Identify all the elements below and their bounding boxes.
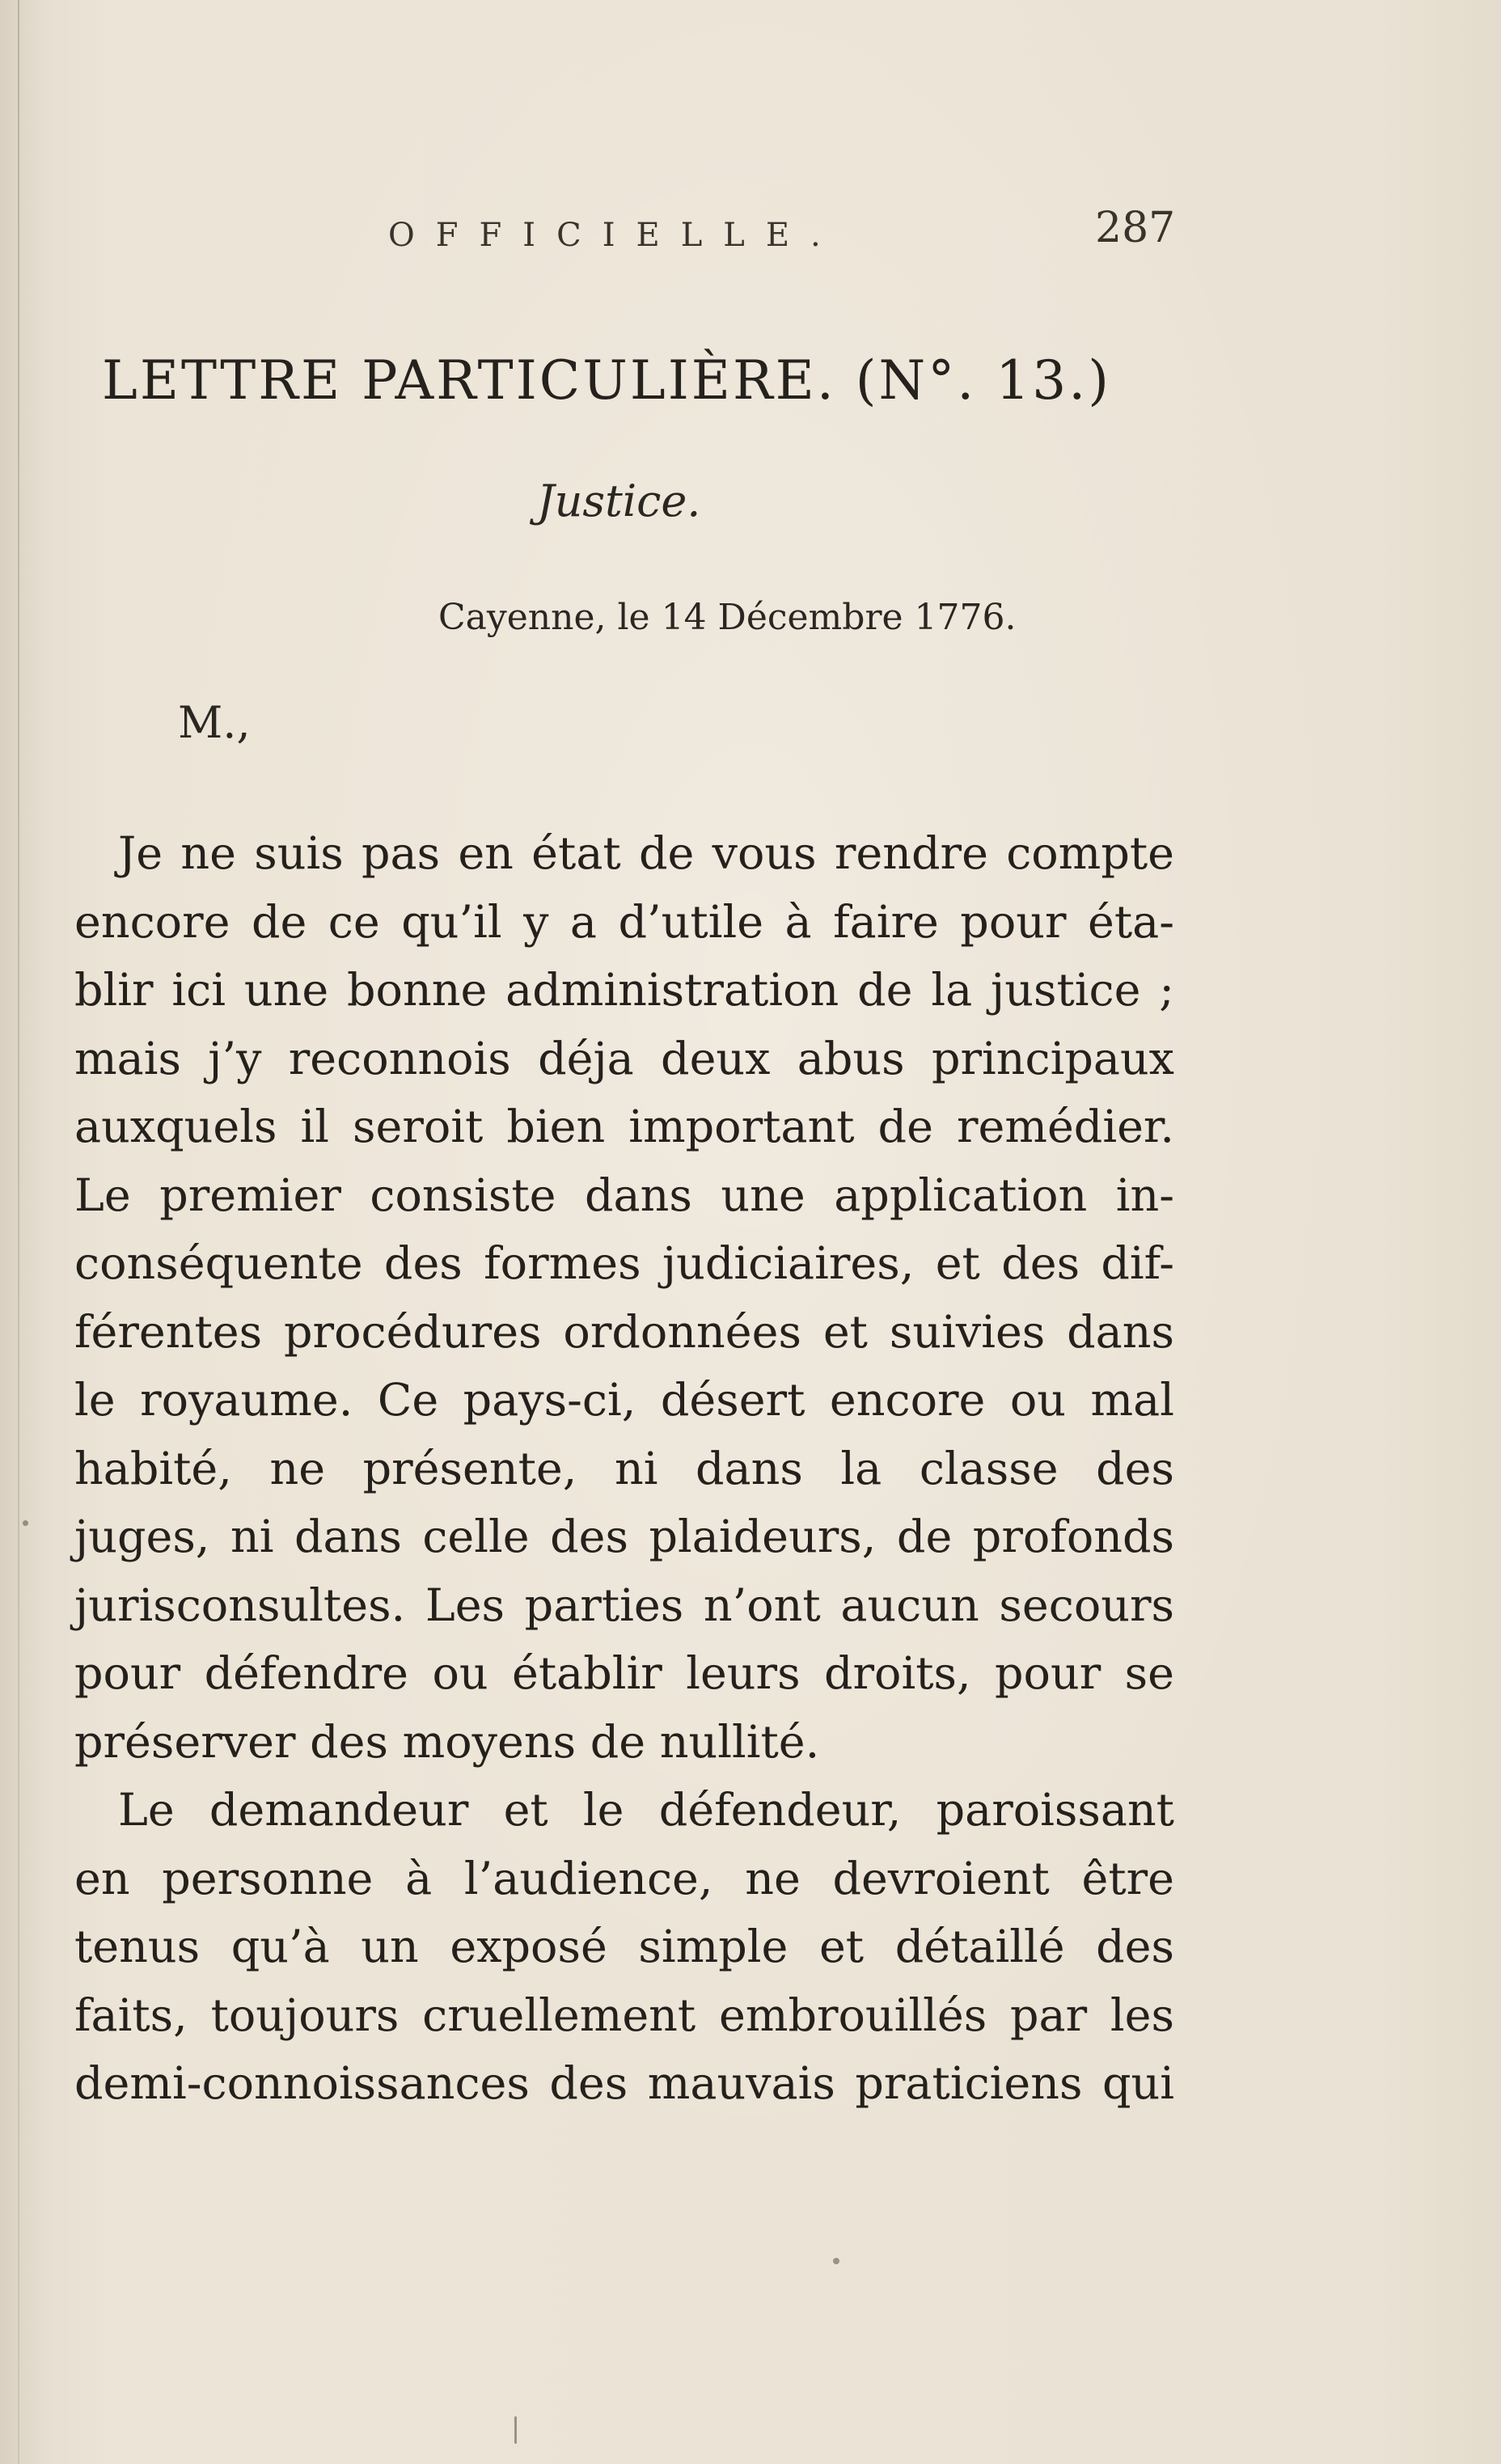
letter-body — [74, 820, 1174, 2119]
text-line: Le demandeur et le défendeur, paroissant — [118, 1784, 1174, 1836]
running-head: OFFICIELLE. — [388, 217, 842, 254]
text-line: tenus qu’à un exposé simple et détaillé des — [74, 1921, 1174, 1973]
text-line: auxquels il seroit bien important de remédier. — [74, 1101, 1174, 1153]
letter-dateline: Cayenne, le 14 Décembre 1776. — [438, 597, 1017, 638]
text-line: juges, ni dans celle des plaideurs, de profonds — [74, 1511, 1174, 1563]
text-line: jurisconsultes. Les parties n’ont aucun secours — [74, 1579, 1174, 1632]
paragraph-2 — [74, 1777, 1174, 2119]
text-line: en personne à l’audience, ne devroient être — [74, 1852, 1174, 1905]
text-line: encore de ce qu’il y a d’utile à faire pour éta- — [74, 895, 1174, 949]
paper-speck — [833, 2258, 839, 2264]
letter-salutation: M., — [178, 697, 251, 748]
page-gutter — [18, 0, 19, 2464]
text-line: le royaume. Ce pays-ci, désert encore ou mal — [74, 1374, 1174, 1426]
text-line: Je ne suis pas en état de vous rendre compte — [118, 827, 1174, 880]
text-line: faits, toujours cruellement embrouillés par les — [74, 1989, 1174, 2042]
page-number: 287 — [1095, 204, 1176, 252]
paper-speck — [514, 2416, 517, 2444]
letter-subject: Justice. — [537, 475, 701, 526]
text-line: férentes procédures ordonnées et suivies dans — [74, 1305, 1174, 1359]
text-line: conséquente des formes judiciaires, et des dif- — [74, 1237, 1174, 1290]
letter-title: LETTRE PARTICULIÈRE. (N°. 13.) — [102, 349, 1111, 412]
paragraph-1 — [74, 820, 1174, 1777]
text-line: habité, ne présente, ni dans la classe des — [74, 1442, 1174, 1495]
text-line: Le premier consiste dans une application in- — [74, 1169, 1174, 1222]
text-line: blir ici une bonne administration de la justice ; — [74, 964, 1174, 1016]
text-line: préserver des moyens de nullité. — [74, 1715, 820, 1769]
paper-speck — [23, 1520, 28, 1526]
text-line: mais j’y reconnois déja deux abus principaux — [74, 1032, 1174, 1085]
text-line: demi-connoissances des mauvais praticiens qui — [74, 2057, 1174, 2110]
text-line: pour défendre ou établir leurs droits, pour se — [74, 1647, 1174, 1700]
